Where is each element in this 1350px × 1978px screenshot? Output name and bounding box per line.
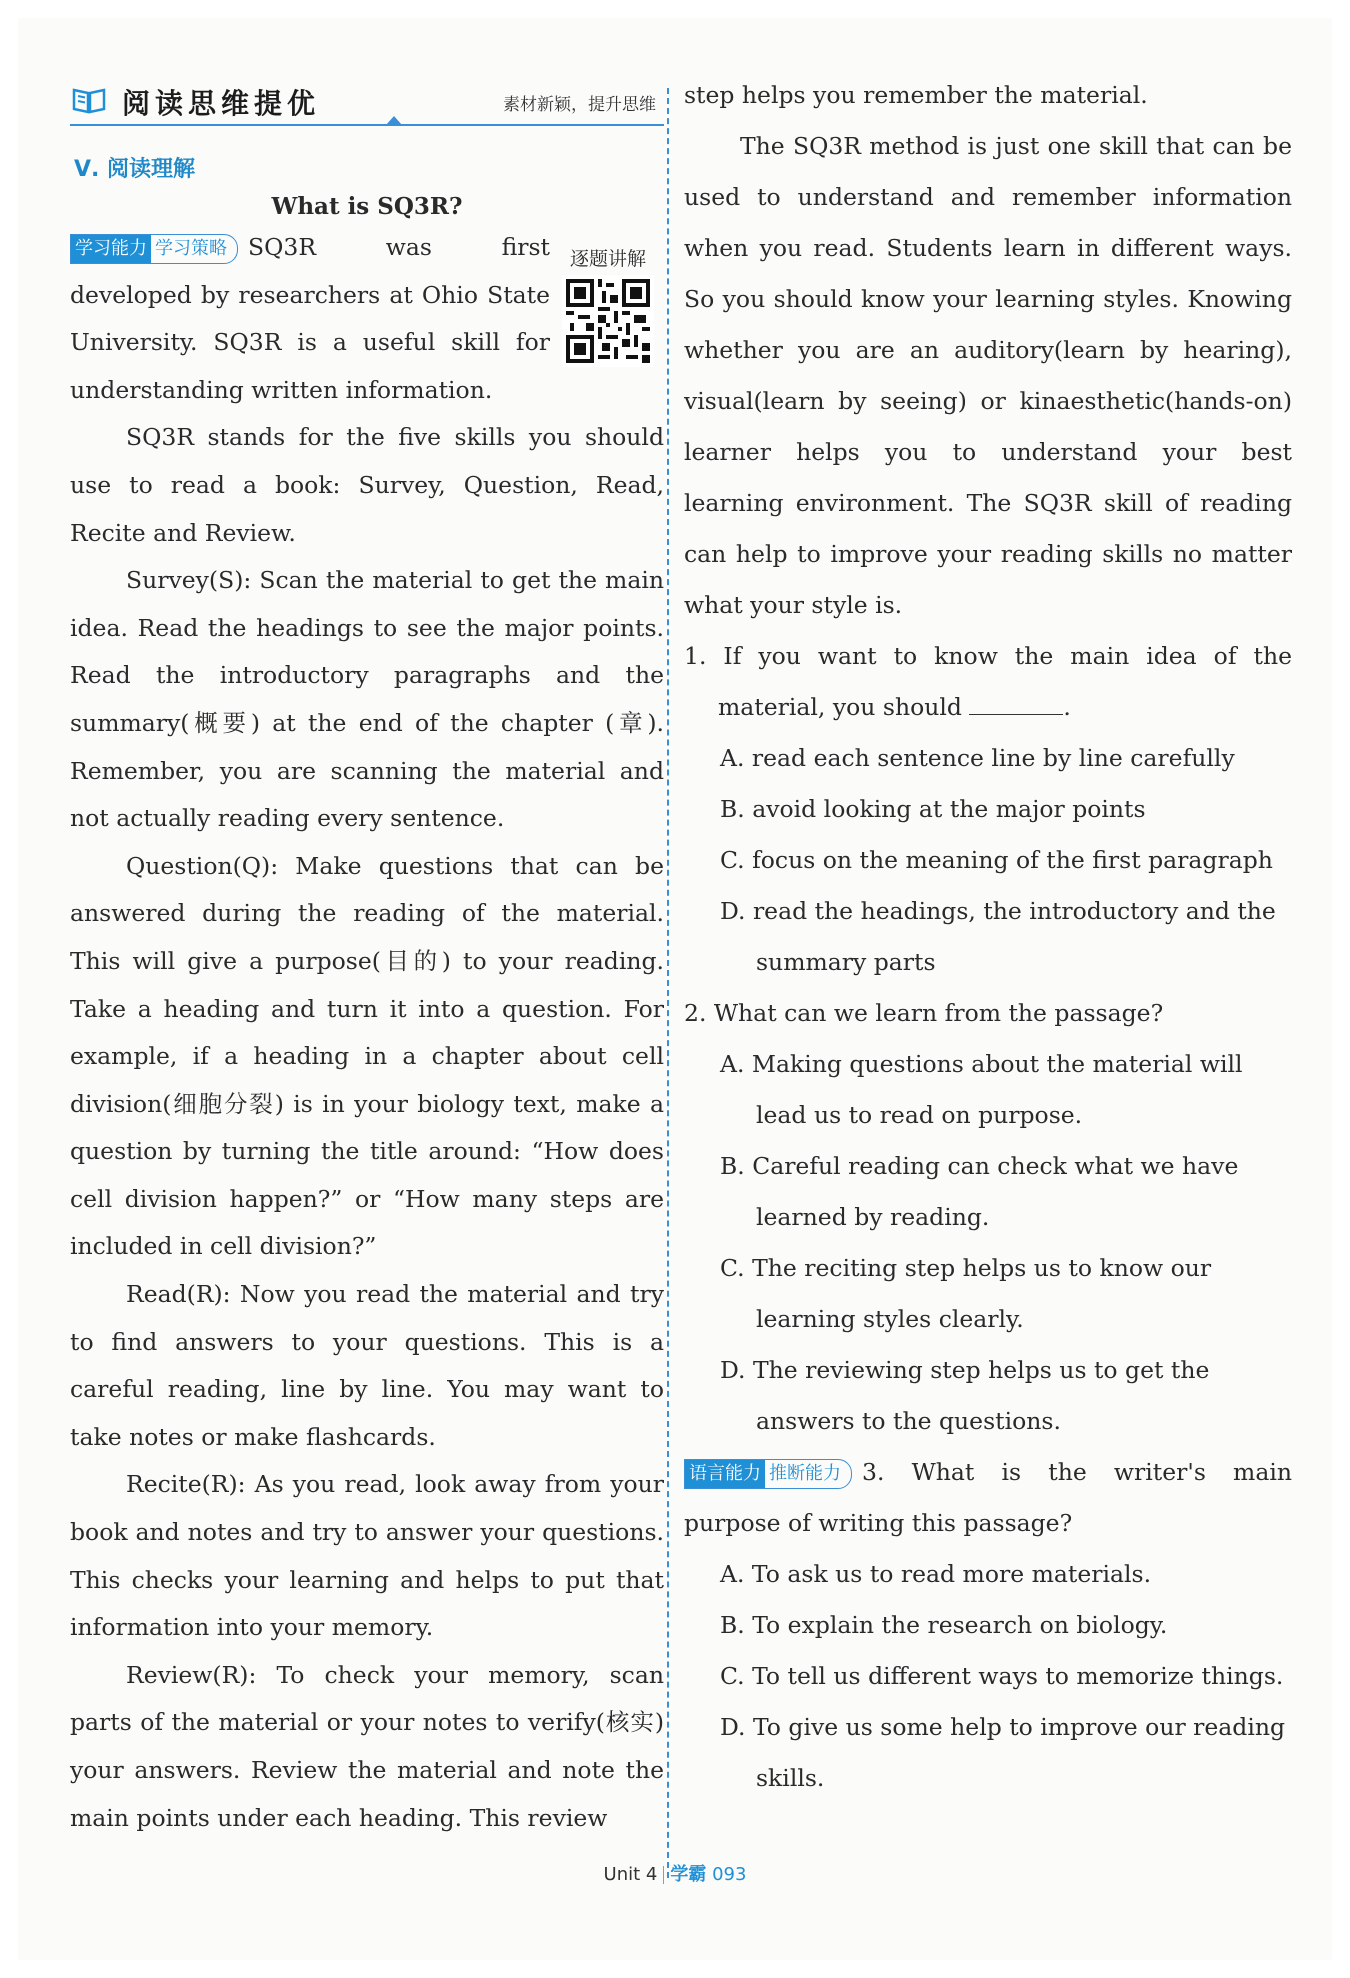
header-rule xyxy=(70,124,664,126)
question-2-option-d[interactable]: D. The reviewing step helps us to get the answers to the questions. xyxy=(720,1356,1210,1435)
qr-block[interactable] xyxy=(554,244,662,367)
skill-tag-secondary: 学习策略 xyxy=(155,237,227,259)
paragraph-question: Question(Q): Make questions that can be answered during the reading of the material. This will give a purpose(目的) to your reading. Take a heading and turn it into a question. For example, if a heading in a chapter about cell division(细胞分裂) is in your biology text, make a question by turning the title around: “How does cell division happen?” or “How many steps are included in cell division?” xyxy=(70,851,664,1261)
question-2 xyxy=(684,988,1292,1447)
page-footer xyxy=(18,1860,1332,1886)
header-rule-marker xyxy=(386,116,402,125)
question-1 xyxy=(684,631,1292,988)
paragraph-review: Review(R): To check your memory, scan parts of the material or your notes to verify(核实) your answers. Review the material and note the main points under each heading. This review xyxy=(70,1660,664,1832)
answer-blank[interactable] xyxy=(969,692,1063,715)
paragraph-survey: Survey(S): Scan the material to get the main idea. Read the headings to see the major points. Read the introductory paragraphs and the summary(概要) at the end of the chapter (章). Remember, you are scanning the material and not actually reading every sentence. xyxy=(70,566,664,833)
question-2-stem: 2. What can we learn from the passage? xyxy=(684,999,1164,1027)
question-3-option-b[interactable]: B. To explain the research on biology. xyxy=(720,1611,1168,1639)
column-divider xyxy=(667,88,669,1878)
question-3-option-d[interactable]: D. To give us some help to improve our reading skills. xyxy=(720,1713,1286,1792)
footer-brand: 学霸 xyxy=(670,1864,707,1885)
paragraph-intro xyxy=(70,224,550,414)
ability-tag xyxy=(684,1459,852,1489)
question-1-option-d[interactable]: D. read the headings, the introductory and the summary parts xyxy=(720,897,1276,976)
section-header xyxy=(70,76,664,138)
paragraph-intro-text: SQ3R was first developed by researchers at Ohio State University. SQ3R is a useful skill for understanding written information. xyxy=(70,233,550,404)
question-1-option-a[interactable]: A. read each sentence line by line carefully xyxy=(720,744,1235,772)
page-number: 093 xyxy=(712,1864,747,1885)
skill-tag xyxy=(70,234,238,264)
question-1-stem-text: 1. If you want to know the main idea of the material, you should xyxy=(684,642,1292,721)
paragraph-recite: Recite(R): As you read, look away from your book and notes and try to answer your questions. This checks your learning and helps to put that information into your memory. xyxy=(70,1470,664,1642)
paragraph-read: Read(R): Now you read the material and try to find answers to your questions. This is a careful reading, line by line. You may want to take notes or make flashcards. xyxy=(70,1280,664,1451)
footer-unit: Unit 4 xyxy=(603,1864,658,1885)
question-3 xyxy=(684,1447,1292,1804)
header-title: 阅读思维提优 xyxy=(122,87,321,120)
question-2-option-b[interactable]: B. Careful reading can check what we have learned by reading. xyxy=(720,1152,1239,1231)
skill-tag-primary: 学习能力 xyxy=(71,235,151,263)
ability-tag-secondary: 推断能力 xyxy=(769,1462,841,1484)
qr-code-icon[interactable] xyxy=(562,275,654,367)
question-1-stem xyxy=(684,631,1292,733)
question-3-option-a[interactable]: A. To ask us to read more materials. xyxy=(720,1560,1152,1588)
question-3-stem-text: 3. What is the writer's main purpose of writing this passage? xyxy=(684,1458,1292,1537)
section-label: Ⅴ. 阅读理解 xyxy=(74,157,196,182)
qr-label: 逐题讲解 xyxy=(569,248,646,270)
question-1-stem-end: . xyxy=(1063,693,1071,721)
page xyxy=(18,18,1332,1960)
question-3-stem xyxy=(684,1447,1292,1549)
question-1-option-c[interactable]: C. focus on the meaning of the first paragraph xyxy=(720,846,1273,874)
article-title: What is SQ3R? xyxy=(271,193,463,220)
paragraph-method: The SQ3R method is just one skill that can be used to understand and remember information when you read. Students learn in different ways. So you should know your learning styles. Knowing whether you are an auditory(learn by hearing), visual(learn by seeing) or kinaesthetic(hands-on) learner helps you to understand your best learning environment. The SQ3R skill of reading can help to improve your reading skills no matter what your style is. xyxy=(684,132,1292,619)
paragraph-skills: SQ3R stands for the five skills you should use to read a book: Survey, Question, Read, Recite and Review. xyxy=(70,423,664,547)
question-1-option-b[interactable]: B. avoid looking at the major points xyxy=(720,795,1146,823)
ability-tag-primary: 语言能力 xyxy=(685,1460,765,1488)
right-column xyxy=(684,18,1292,1804)
footer-separator xyxy=(663,1866,664,1884)
book-icon xyxy=(72,86,106,114)
header-subtitle: 素材新颖，提升思维 xyxy=(503,95,656,115)
left-column xyxy=(70,18,664,1842)
paragraph-review-cont: step helps you remember the material. xyxy=(684,81,1148,109)
question-2-option-a[interactable]: A. Making questions about the material will lead us to read on purpose. xyxy=(720,1050,1243,1129)
question-2-option-c[interactable]: C. The reciting step helps us to know our learning styles clearly. xyxy=(720,1254,1212,1333)
question-3-option-c[interactable]: C. To tell us different ways to memorize things. xyxy=(720,1662,1284,1690)
